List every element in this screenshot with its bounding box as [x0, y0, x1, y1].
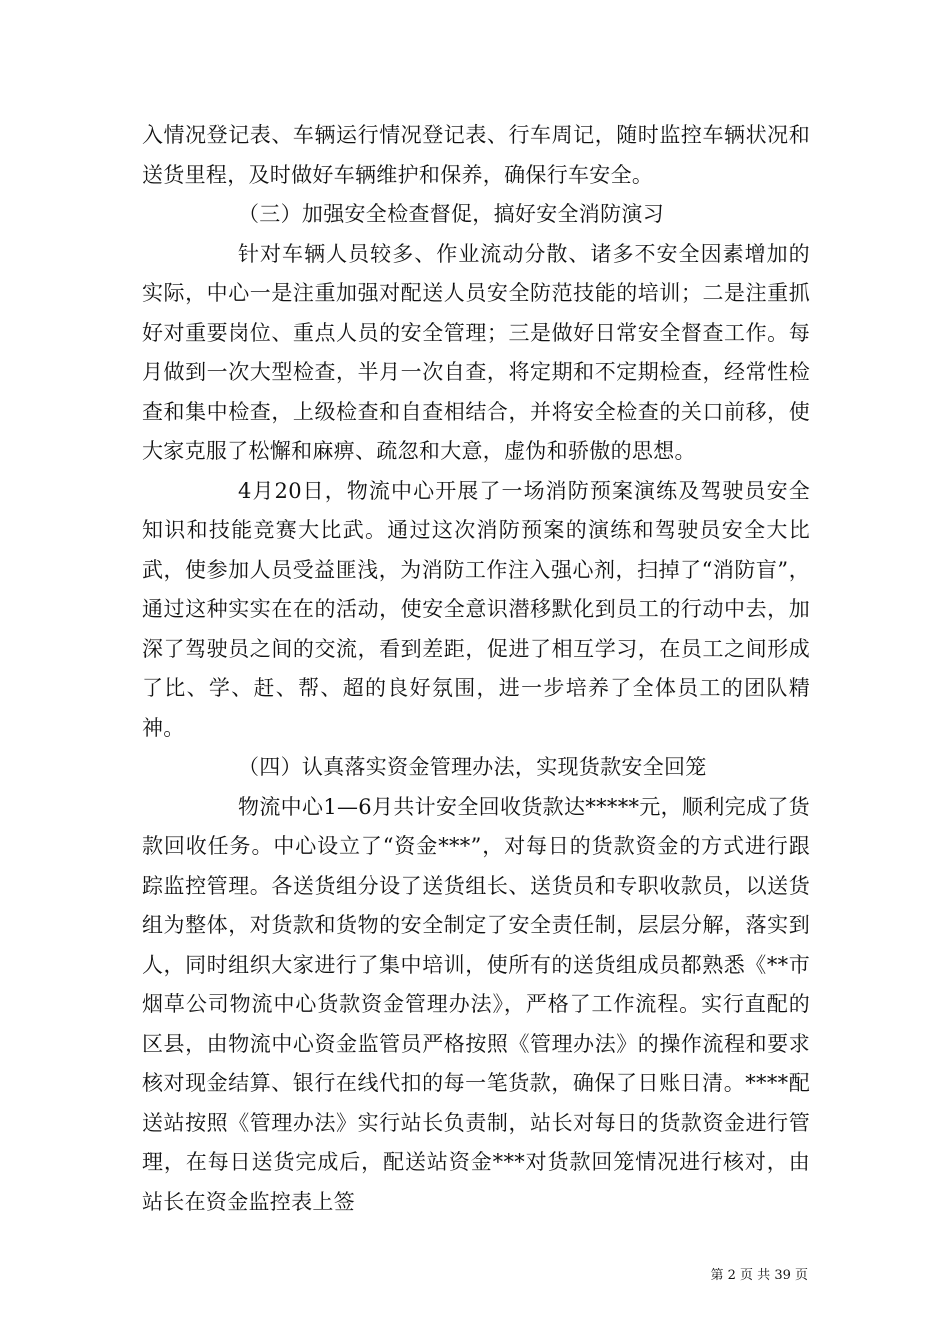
paragraph-fire-drill: 4月20日，物流中心开展了一场消防预案演练及驾驶员安全知识和技能竞赛大比武。通过这次消防预案的演练和驾驶员安全大比武，使参加人员受益匪浅，为消防工作注入强心剂，扫掉了“消防盲”，通过这种实实在在的活动，使安全意识潜移默化到员工的行动中去，加深了驾驶员之间的交流，看到差距，促进了相互学习，在员工之间形成了比、学、赶、帮、超的良好氛围，进一步培养了全体员工的团队精神。 — [142, 478, 810, 740]
paragraph-payment-collection: 物流中心1—6月共计安全回收货款达*****元，顺利完成了货款回收任务。中心设立了“资金***”，对每日的货款资金的方式进行跟踪监控管理。各送货组分设了送货组长、送货员和专职收款员，以送货组为整体，对货款和货物的安全制定了安全责任制，层层分解，落实到人，同时组织大家进行了集中培训，使所有的送货组成员都熟悉《**市烟草公司物流中心货款资金管理办法》，严格了工作流程。实行直配的区县，由物流中心资金监管员严格按照《管理办法》的操作流程和要求核对现金结算、银行在线代扣的每一笔货款，确保了日账日清。****配送站按照《管理办法》实行站长负责制，站长对每日的货款资金进行管理，在每日送货完成后，配送站资金***对货款回笼情况进行核对，由站长在资金监控表上签 — [142, 794, 810, 1214]
paragraph-safety-inspection: 针对车辆人员较多、作业流动分散、诸多不安全因素增加的实际，中心一是注重加强对配送人员安全防范技能的培训；二是注重抓好对重要岗位、重点人员的安全管理；三是做好日常安全督查工作。每月做到一次大型检查，半月一次自查，将定期和不定期检查，经常性检查和集中检查，上级检查和自查相结合，并将安全检查的关口前移，使大家克服了松懈和麻痹、疏忽和大意，虚伪和骄傲的思想。 — [142, 241, 810, 463]
document-body — [142, 116, 810, 1222]
section-heading-3: （三）加强安全检查督促，搞好安全消防演习 — [238, 202, 664, 226]
section-heading-4: （四）认真落实资金管理办法，实现货款安全回笼 — [238, 755, 707, 779]
paragraph-continuation: 入情况登记表、车辆运行情况登记表、行车周记，随时监控车辆状况和送货里程，及时做好车辆维护和保养，确保行车安全。 — [142, 123, 810, 187]
page-number-footer: 第 2 页 共 39 页 — [710, 1268, 808, 1283]
